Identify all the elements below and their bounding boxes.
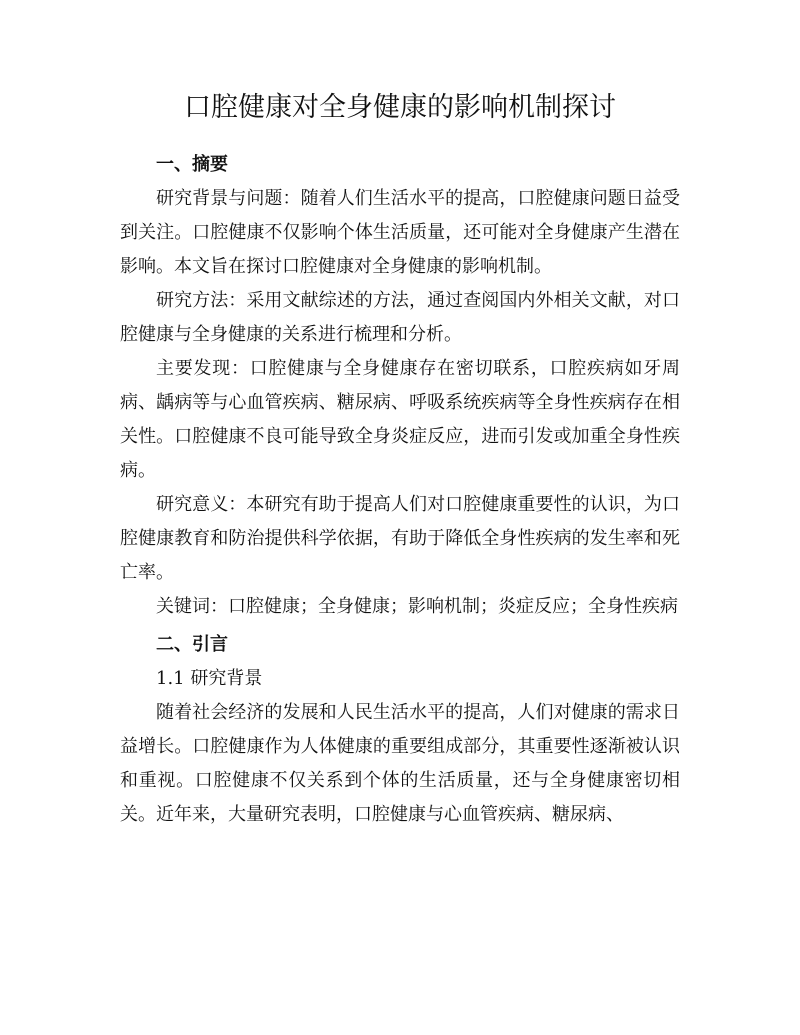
paragraph-methods: 研究方法：采用文献综述的方法，通过查阅国内外相关文献，对口腔健康与全身健康的关系进行梳理和分析。 — [120, 290, 680, 345]
document-title: 口腔健康对全身健康的影响机制探讨 — [184, 92, 616, 123]
section-heading-abstract: 一、摘要 — [156, 154, 228, 175]
paragraph-findings: 主要发现：口腔健康与全身健康存在密切联系，口腔疾病如牙周病、龋病等与心血管疾病、糖尿病、呼吸系统疾病等全身性疾病存在相关性。口腔健康不良可能导致全身炎症反应，进而引发或加重全身性疾病。 — [120, 358, 680, 481]
subsection-heading-background: 1.1 研究背景 — [156, 668, 263, 689]
paragraph-intro-background: 随着社会经济的发展和人民生活水平的提高，人们对健康的需求日益增长。口腔健康作为人体健康的重要组成部分，其重要性逐渐被认识和重视。口腔健康不仅关系到个体的生活质量，还与全身健康密切相关。近年来，大量研究表明，口腔健康与心血管疾病、糖尿病、 — [120, 702, 680, 825]
paragraph-keywords: 关键词：口腔健康；全身健康；影响机制；炎症反应；全身性疾病 — [156, 596, 678, 617]
paragraph-significance: 研究意义：本研究有助于提高人们对口腔健康重要性的认识，为口腔健康教育和防治提供科学依据，有助于降低全身性疾病的发生率和死亡率。 — [120, 494, 680, 583]
section-heading-introduction: 二、引言 — [156, 634, 228, 655]
paragraph-background: 研究背景与问题：随着人们生活水平的提高，口腔健康问题日益受到关注。口腔健康不仅影响个体生活质量，还可能对全身健康产生潜在影响。本文旨在探讨口腔健康对全身健康的影响机制。 — [120, 188, 680, 277]
